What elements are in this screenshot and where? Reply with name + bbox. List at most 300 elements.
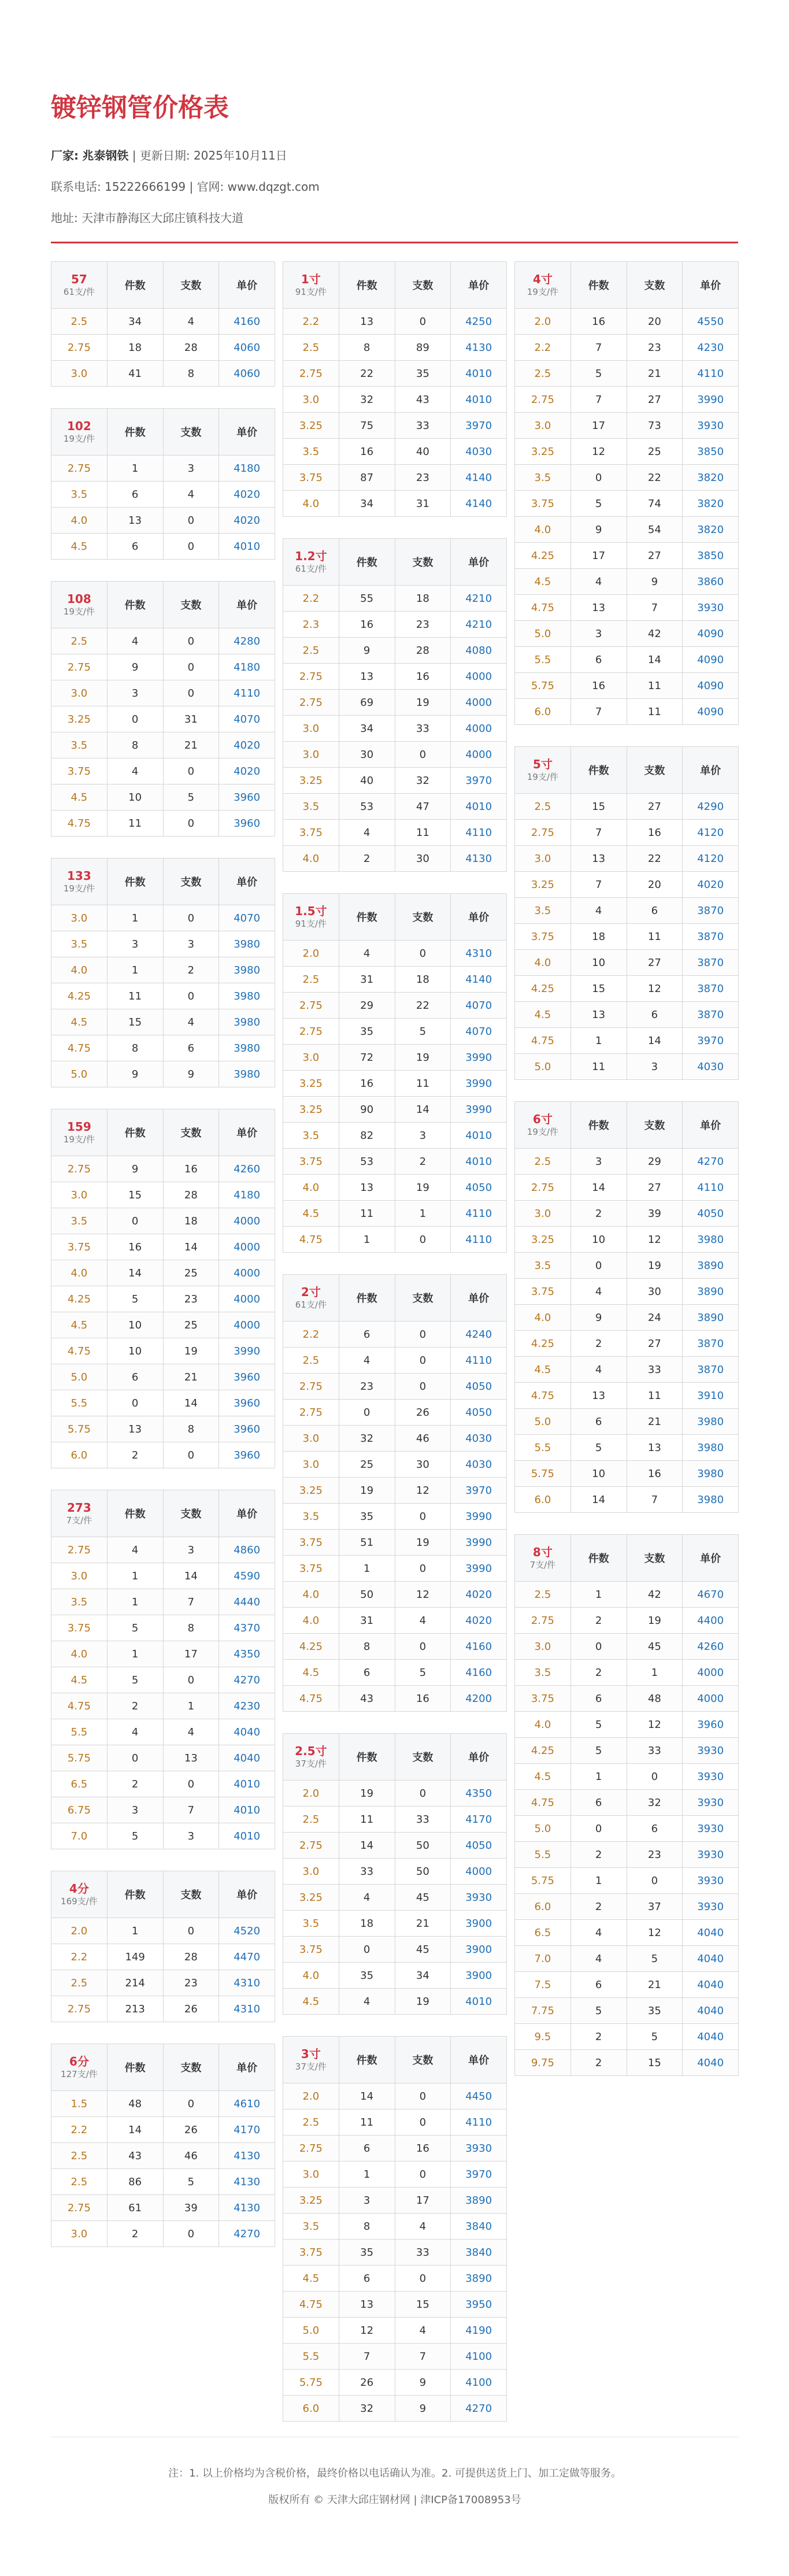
thickness-cell: 4.5 <box>515 1357 571 1383</box>
price-cell: 4010 <box>219 1823 275 1849</box>
thickness-cell: 4.5 <box>51 534 108 560</box>
price-cell: 3980 <box>683 1435 739 1461</box>
thickness-cell: 5.5 <box>283 2344 339 2370</box>
spec-name: 6分 <box>69 2055 89 2068</box>
table-row <box>51 784 275 810</box>
count-cell: 4 <box>339 941 395 967</box>
table-row <box>51 706 275 732</box>
thickness-cell: 2.75 <box>515 1608 571 1634</box>
price-cell: 3820 <box>683 465 739 491</box>
thickness-cell: 4.25 <box>515 1738 571 1764</box>
count-cell: 14 <box>107 1260 163 1286</box>
price-cell: 3860 <box>683 569 739 595</box>
count-cell: 4 <box>339 1348 395 1374</box>
table-row <box>51 1823 275 1849</box>
thickness-cell: 4.25 <box>515 976 571 1002</box>
count-cell: 13 <box>339 664 395 690</box>
count-cell: 0 <box>571 1634 627 1660</box>
count-cell: 40 <box>339 768 395 794</box>
price-cell: 3980 <box>219 957 275 983</box>
thickness-cell: 5.75 <box>283 2370 339 2396</box>
count-cell: 2 <box>571 1842 627 1868</box>
table-row <box>51 1693 275 1719</box>
price-cell: 4050 <box>451 1400 507 1426</box>
thickness-cell: 2.3 <box>283 612 339 638</box>
table-row <box>515 1894 739 1920</box>
table-row <box>283 638 507 664</box>
table-row <box>515 1608 739 1634</box>
count-cell: 2 <box>571 1660 627 1686</box>
count-cell: 32 <box>339 2396 395 2422</box>
pieces-cell: 33 <box>395 1807 451 1833</box>
price-cell: 3850 <box>683 543 739 569</box>
table-header-row <box>283 1275 507 1322</box>
count-cell: 16 <box>339 612 395 638</box>
price-cell: 4010 <box>451 1989 507 2015</box>
table-row <box>283 1452 507 1478</box>
table-row <box>515 1002 739 1028</box>
price-cell: 4090 <box>683 647 739 673</box>
price-cell: 4210 <box>451 586 507 612</box>
table-header-row <box>51 2044 275 2091</box>
thickness-cell: 2.75 <box>283 1374 339 1400</box>
thickness-cell: 4.0 <box>283 1582 339 1608</box>
thickness-cell: 4.0 <box>515 517 571 543</box>
price-cell: 3890 <box>683 1253 739 1279</box>
thickness-cell: 4.5 <box>51 1312 108 1338</box>
contact-line <box>51 179 738 194</box>
pieces-cell: 0 <box>395 2162 451 2188</box>
count-header: 件数 <box>571 262 627 309</box>
table-header-row <box>51 409 275 456</box>
pieces-cell: 16 <box>627 1461 683 1487</box>
table-header-row <box>515 1535 739 1582</box>
table-header-row <box>283 539 507 586</box>
price-cell: 4070 <box>219 905 275 931</box>
count-cell: 14 <box>339 1833 395 1859</box>
table-row <box>283 612 507 638</box>
pieces-cell: 4 <box>395 2214 451 2240</box>
table-row <box>51 1416 275 1442</box>
pieces-cell: 0 <box>163 758 219 784</box>
thickness-cell: 3.0 <box>51 2221 108 2247</box>
pieces-cell: 15 <box>395 2292 451 2318</box>
count-cell: 1 <box>107 905 163 931</box>
pieces-cell: 0 <box>395 1374 451 1400</box>
pieces-cell: 31 <box>395 491 451 517</box>
pieces-cell: 54 <box>627 517 683 543</box>
spec-header <box>515 1535 571 1582</box>
table-row <box>515 673 739 699</box>
pieces-cell: 13 <box>163 1745 219 1771</box>
count-cell: 35 <box>339 1019 395 1045</box>
price-cell: 4070 <box>451 993 507 1019</box>
count-cell: 15 <box>107 1009 163 1035</box>
price-header: 单价 <box>219 262 275 309</box>
thickness-cell: 3.75 <box>283 820 339 846</box>
count-cell: 8 <box>339 2214 395 2240</box>
table-row <box>51 1996 275 2022</box>
table-row <box>515 1998 739 2024</box>
pieces-cell: 0 <box>627 1868 683 1894</box>
thickness-cell: 3.5 <box>51 732 108 758</box>
pieces-header: 支数 <box>395 539 451 586</box>
thickness-cell: 2.5 <box>283 1348 339 1374</box>
count-cell: 4 <box>107 628 163 654</box>
price-cell: 4040 <box>683 2024 739 2050</box>
price-cell: 4310 <box>451 941 507 967</box>
price-header: 单价 <box>219 1109 275 1156</box>
price-cell: 4400 <box>683 1608 739 1634</box>
table-row <box>51 1156 275 1182</box>
pieces-header: 支数 <box>395 2037 451 2083</box>
price-header: 单价 <box>451 894 507 941</box>
spec-name: 102 <box>67 419 91 433</box>
price-cell: 3890 <box>451 2188 507 2214</box>
price-cell: 3820 <box>683 517 739 543</box>
count-cell: 0 <box>107 1745 163 1771</box>
price-cell: 4120 <box>683 846 739 872</box>
pieces-cell: 12 <box>627 976 683 1002</box>
table-row <box>283 1963 507 1989</box>
pieces-cell: 33 <box>627 1738 683 1764</box>
count-cell: 2 <box>107 2221 163 2247</box>
pieces-cell: 12 <box>627 1227 683 1253</box>
table-row <box>283 491 507 517</box>
count-cell: 17 <box>571 543 627 569</box>
pieces-cell: 5 <box>627 1946 683 1972</box>
count-cell: 6 <box>339 1660 395 1686</box>
thickness-cell: 5.5 <box>515 647 571 673</box>
thickness-cell: 9.75 <box>515 2050 571 2076</box>
price-cell: 3990 <box>451 1045 507 1071</box>
thickness-cell: 4.5 <box>283 1201 339 1227</box>
pieces-cell: 14 <box>163 1563 219 1589</box>
thickness-cell: 3.0 <box>515 1201 571 1227</box>
pieces-cell: 4 <box>395 1608 451 1634</box>
table-row <box>51 2117 275 2143</box>
price-table <box>514 261 739 725</box>
table-row <box>515 1305 739 1331</box>
count-cell: 4 <box>571 1920 627 1946</box>
pieces-cell: 25 <box>163 1312 219 1338</box>
thickness-cell: 2.5 <box>51 2169 108 2195</box>
separator: | <box>189 180 194 194</box>
count-cell: 18 <box>107 335 163 361</box>
price-cell: 4860 <box>219 1537 275 1563</box>
table-row <box>515 846 739 872</box>
price-cell: 3910 <box>683 1383 739 1409</box>
thickness-cell: 4.75 <box>283 1686 339 1712</box>
spec-pack: 61支/件 <box>63 287 95 297</box>
spec-header <box>283 1734 339 1781</box>
pieces-cell: 5 <box>395 1019 451 1045</box>
thickness-cell: 4.75 <box>515 1028 571 1054</box>
price-cell: 4000 <box>451 664 507 690</box>
pieces-cell: 28 <box>163 1182 219 1208</box>
count-cell: 0 <box>107 706 163 732</box>
price-cell: 4110 <box>683 361 739 387</box>
thickness-cell: 5.5 <box>515 1842 571 1868</box>
pieces-cell: 27 <box>627 794 683 820</box>
price-cell: 4030 <box>683 1054 739 1080</box>
thickness-cell: 2.5 <box>283 638 339 664</box>
price-header: 单价 <box>219 582 275 628</box>
thickness-cell: 2.75 <box>283 664 339 690</box>
count-cell: 8 <box>339 1634 395 1660</box>
count-cell: 11 <box>571 1054 627 1080</box>
pieces-cell: 19 <box>395 1989 451 2015</box>
price-cell: 4110 <box>451 820 507 846</box>
table-row <box>515 595 739 621</box>
count-cell: 7 <box>571 820 627 846</box>
count-cell: 32 <box>339 1426 395 1452</box>
count-cell: 10 <box>571 1227 627 1253</box>
spec-name: 3寸 <box>301 2047 321 2061</box>
price-cell: 3970 <box>451 2162 507 2188</box>
price-cell: 4110 <box>451 1201 507 1227</box>
pieces-cell: 19 <box>627 1253 683 1279</box>
pieces-cell: 23 <box>395 612 451 638</box>
thickness-cell: 2.5 <box>51 309 108 335</box>
price-table <box>51 581 275 837</box>
price-cell: 3930 <box>683 1738 739 1764</box>
count-cell: 2 <box>107 1771 163 1797</box>
pieces-cell: 27 <box>627 1331 683 1357</box>
table-row <box>283 1833 507 1859</box>
count-cell: 6 <box>571 1686 627 1712</box>
table-row <box>515 1972 739 1998</box>
thickness-cell: 4.0 <box>283 1175 339 1201</box>
pieces-cell: 19 <box>163 1338 219 1364</box>
thickness-cell: 3.75 <box>283 2240 339 2266</box>
table-row <box>515 1790 739 1816</box>
price-cell: 4040 <box>683 1998 739 2024</box>
count-cell: 1 <box>571 1868 627 1894</box>
thickness-cell: 3.0 <box>283 716 339 742</box>
price-cell: 3980 <box>219 1035 275 1061</box>
thickness-cell: 5.0 <box>515 1054 571 1080</box>
pieces-cell: 2 <box>395 1149 451 1175</box>
table-row <box>283 2240 507 2266</box>
count-cell: 7 <box>571 872 627 898</box>
spec-name: 159 <box>67 1120 91 1134</box>
table-row <box>51 758 275 784</box>
table-row <box>283 361 507 387</box>
count-cell: 5 <box>107 1286 163 1312</box>
pieces-cell: 12 <box>395 1478 451 1504</box>
price-cell: 4140 <box>451 465 507 491</box>
price-table <box>514 746 739 1080</box>
spec-pack: 37支/件 <box>295 1759 327 1769</box>
thickness-cell: 4.5 <box>515 569 571 595</box>
pieces-cell: 46 <box>395 1426 451 1452</box>
pieces-cell: 14 <box>163 1390 219 1416</box>
address-text: 天津市静海区大邱庄镇科技大道 <box>82 211 244 225</box>
pieces-cell: 4 <box>163 482 219 508</box>
table-row <box>283 1019 507 1045</box>
table-row <box>515 2050 739 2076</box>
pieces-cell: 2 <box>163 957 219 983</box>
count-cell: 4 <box>107 758 163 784</box>
thickness-cell: 4.5 <box>51 784 108 810</box>
count-header: 件数 <box>339 1734 395 1781</box>
pieces-cell: 14 <box>627 1028 683 1054</box>
pieces-cell: 8 <box>163 1615 219 1641</box>
thickness-cell: 3.25 <box>283 1097 339 1123</box>
table-row <box>283 1097 507 1123</box>
thickness-cell: 3.75 <box>283 1937 339 1963</box>
table-row <box>283 1227 507 1253</box>
price-cell: 3930 <box>683 1764 739 1790</box>
table-row <box>283 2292 507 2318</box>
thickness-cell: 5.5 <box>51 1719 108 1745</box>
thickness-cell: 3.5 <box>51 1589 108 1615</box>
price-cell: 4000 <box>451 690 507 716</box>
thickness-cell: 4.75 <box>51 1338 108 1364</box>
table-row <box>515 1487 739 1513</box>
count-cell: 53 <box>339 1149 395 1175</box>
table-header-row <box>51 582 275 628</box>
thickness-cell: 2.2 <box>51 1944 108 1970</box>
table-row <box>515 1357 739 1383</box>
price-header: 单价 <box>451 1275 507 1322</box>
pieces-header: 支数 <box>163 409 219 456</box>
thickness-cell: 3.0 <box>283 742 339 768</box>
price-cell: 3870 <box>683 1357 739 1383</box>
count-cell: 0 <box>571 1253 627 1279</box>
pieces-cell: 17 <box>163 1641 219 1667</box>
count-header: 件数 <box>107 582 163 628</box>
count-cell: 31 <box>339 967 395 993</box>
thickness-cell: 2.5 <box>51 628 108 654</box>
price-cell: 4070 <box>219 706 275 732</box>
price-cell: 4140 <box>451 491 507 517</box>
price-cell: 4050 <box>451 1175 507 1201</box>
table-row <box>283 2083 507 2109</box>
price-cell: 3870 <box>683 1002 739 1028</box>
pieces-cell: 45 <box>395 1937 451 1963</box>
pieces-cell: 27 <box>627 950 683 976</box>
thickness-cell: 6.0 <box>283 2396 339 2422</box>
count-cell: 11 <box>339 1201 395 1227</box>
thickness-cell: 4.75 <box>283 2292 339 2318</box>
pieces-cell: 23 <box>163 1286 219 1312</box>
thickness-cell: 3.0 <box>515 413 571 439</box>
table-row <box>283 1885 507 1911</box>
pieces-cell: 1 <box>627 1660 683 1686</box>
pieces-cell: 26 <box>163 1996 219 2022</box>
count-cell: 5 <box>571 1712 627 1738</box>
thickness-cell: 3.0 <box>283 387 339 413</box>
thickness-cell: 5.0 <box>515 1816 571 1842</box>
price-cell: 4070 <box>451 1019 507 1045</box>
thickness-cell: 3.0 <box>51 680 108 706</box>
price-cell: 4260 <box>219 1156 275 1182</box>
price-header: 单价 <box>683 1535 739 1582</box>
count-cell: 50 <box>339 1582 395 1608</box>
thickness-cell: 4.0 <box>51 508 108 534</box>
price-cell: 3990 <box>451 1097 507 1123</box>
site-link[interactable]: www.dqzgt.com <box>227 180 320 194</box>
pieces-cell: 4 <box>395 2318 451 2344</box>
count-cell: 11 <box>339 1807 395 1833</box>
table-row <box>515 1920 739 1946</box>
count-cell: 10 <box>107 1338 163 1364</box>
table-row <box>51 654 275 680</box>
pieces-cell: 32 <box>395 768 451 794</box>
table-row <box>515 621 739 647</box>
pieces-cell: 0 <box>395 941 451 967</box>
count-cell: 4 <box>107 1719 163 1745</box>
count-cell: 10 <box>107 1312 163 1338</box>
spec-pack: 19支/件 <box>527 772 558 782</box>
pieces-cell: 6 <box>627 1816 683 1842</box>
table-row <box>515 1054 739 1080</box>
price-cell: 4440 <box>219 1589 275 1615</box>
pieces-cell: 7 <box>627 595 683 621</box>
count-cell: 3 <box>339 2188 395 2214</box>
thickness-cell: 2.75 <box>283 2135 339 2162</box>
count-cell: 4 <box>339 1989 395 2015</box>
pieces-cell: 33 <box>627 1357 683 1383</box>
table-header-row <box>51 1871 275 1918</box>
pieces-cell: 5 <box>627 2024 683 2050</box>
pieces-cell: 12 <box>627 1920 683 1946</box>
thickness-cell: 3.5 <box>283 1123 339 1149</box>
table-row <box>283 664 507 690</box>
thickness-cell: 3.75 <box>51 758 108 784</box>
price-cell: 4100 <box>451 2344 507 2370</box>
count-cell: 35 <box>339 1963 395 1989</box>
price-table <box>51 408 275 560</box>
count-cell: 214 <box>107 1970 163 1996</box>
pieces-cell: 3 <box>163 456 219 482</box>
footer-note: 注：1. 以上价格均为含税价格，最终价格以电话确认为准。2. 可提供送货上门、加工定做等服务。 <box>168 2467 621 2479</box>
pieces-cell: 22 <box>395 993 451 1019</box>
pieces-cell: 0 <box>627 1764 683 1790</box>
phone-number[interactable]: 15222666199 <box>105 180 186 194</box>
table-row <box>51 1442 275 1468</box>
pieces-cell: 0 <box>395 309 451 335</box>
price-cell: 4020 <box>219 758 275 784</box>
count-cell: 1 <box>107 1563 163 1589</box>
table-row <box>283 465 507 491</box>
table-row <box>515 309 739 335</box>
price-cell: 4010 <box>451 1149 507 1175</box>
thickness-cell: 4.5 <box>51 1667 108 1693</box>
price-cell: 4090 <box>683 621 739 647</box>
table-row <box>283 1348 507 1374</box>
count-cell: 2 <box>571 1608 627 1634</box>
pieces-cell: 0 <box>163 1918 219 1944</box>
thickness-cell: 4.5 <box>51 1009 108 1035</box>
count-cell: 1 <box>107 1918 163 1944</box>
pieces-cell: 16 <box>627 820 683 846</box>
pieces-cell: 18 <box>163 1208 219 1234</box>
thickness-cell: 7.0 <box>51 1823 108 1849</box>
header <box>0 0 789 243</box>
count-cell: 1 <box>571 1028 627 1054</box>
thickness-cell: 3.25 <box>283 1071 339 1097</box>
price-column <box>283 261 507 2443</box>
count-cell: 7 <box>571 699 627 725</box>
spec-pack: 19支/件 <box>63 434 95 444</box>
pieces-cell: 19 <box>395 1175 451 1201</box>
table-row <box>515 491 739 517</box>
table-row <box>51 2221 275 2247</box>
thickness-cell: 4.75 <box>51 810 108 837</box>
